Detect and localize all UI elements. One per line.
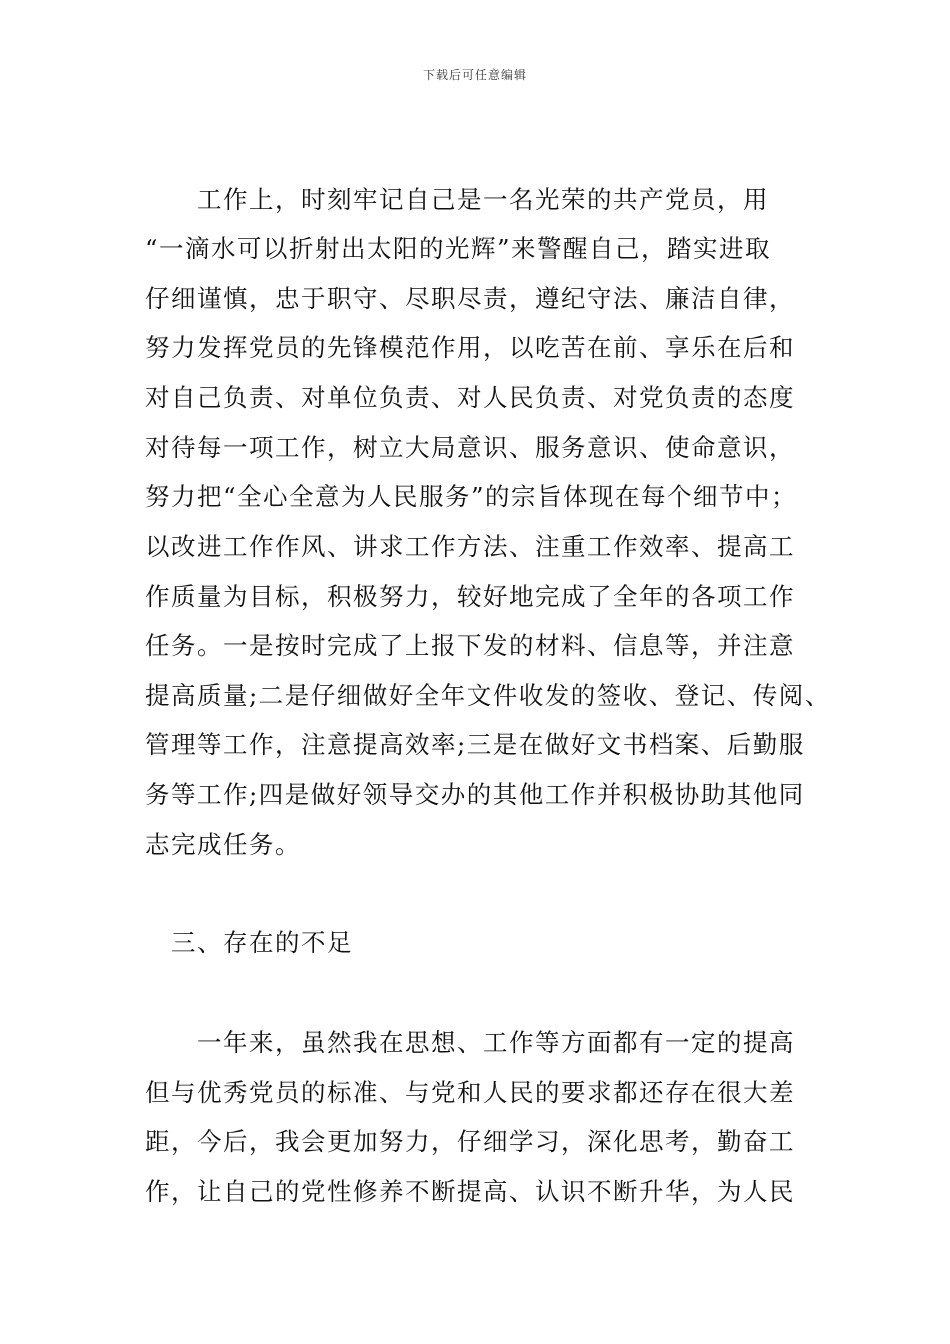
page-header: 下载后可任意编辑 [422, 68, 527, 82]
paragraph-line: 但与优秀党员的标准、与党和人民的要求都还存在很大差 [145, 1078, 795, 1107]
paragraph-line: “一滴水可以折射出太阳的光辉”来警醒自己，踏实进取 [145, 234, 772, 263]
paragraph-line: 管理等工作，注意提高效率;三是在做好文书档案、后勤服 [145, 730, 805, 759]
paragraph-line: 对待每一项工作，树立大局意识、服务意识、使命意识， [145, 433, 795, 462]
paragraph-line: 任务。一是按时完成了上报下发的材料、信息等，并注意 [145, 631, 795, 660]
paragraph-line: 以改进工作作风、讲求工作方法、注重工作效率、提高工 [145, 532, 795, 561]
paragraph-line: 仔细谨慎，忠于职守、尽职尽责，遵纪守法、廉洁自律， [145, 284, 795, 313]
paragraph-line: 对自己负责、对单位负责、对人民负责、对党负责的态度 [145, 383, 795, 412]
paragraph-line: 提高质量;二是仔细做好全年文件收发的签收、登记、传阅、 [145, 681, 831, 710]
paragraph-line: 努力发挥党员的先锋模范作用，以吃苦在前、享乐在后和 [145, 333, 795, 362]
paragraph-line: 务等工作;四是做好领导交办的其他工作并积极协助其他同 [145, 780, 805, 809]
paragraph-line: 努力把“全心全意为人民服务”的宗旨体现在每个细节中； [145, 482, 798, 511]
paragraph-line: 作，让自己的党性修养不断提高、认识不断升华，为人民 [145, 1177, 795, 1206]
paragraph-line: 工作上，时刻牢记自己是一名光荣的共产党员，用 [145, 185, 769, 214]
paragraph-line: 距，今后，我会更加努力，仔细学习，深化思考，勤奋工 [145, 1127, 795, 1156]
paragraph-line: 志完成任务。 [145, 830, 301, 859]
paragraph-line: 一年来，虽然我在思想、工作等方面都有一定的提高 [145, 1028, 795, 1057]
paragraph-line: 作质量为目标，积极努力，较好地完成了全年的各项工作 [145, 582, 795, 611]
section-heading: 三、存在的不足 [145, 928, 353, 957]
